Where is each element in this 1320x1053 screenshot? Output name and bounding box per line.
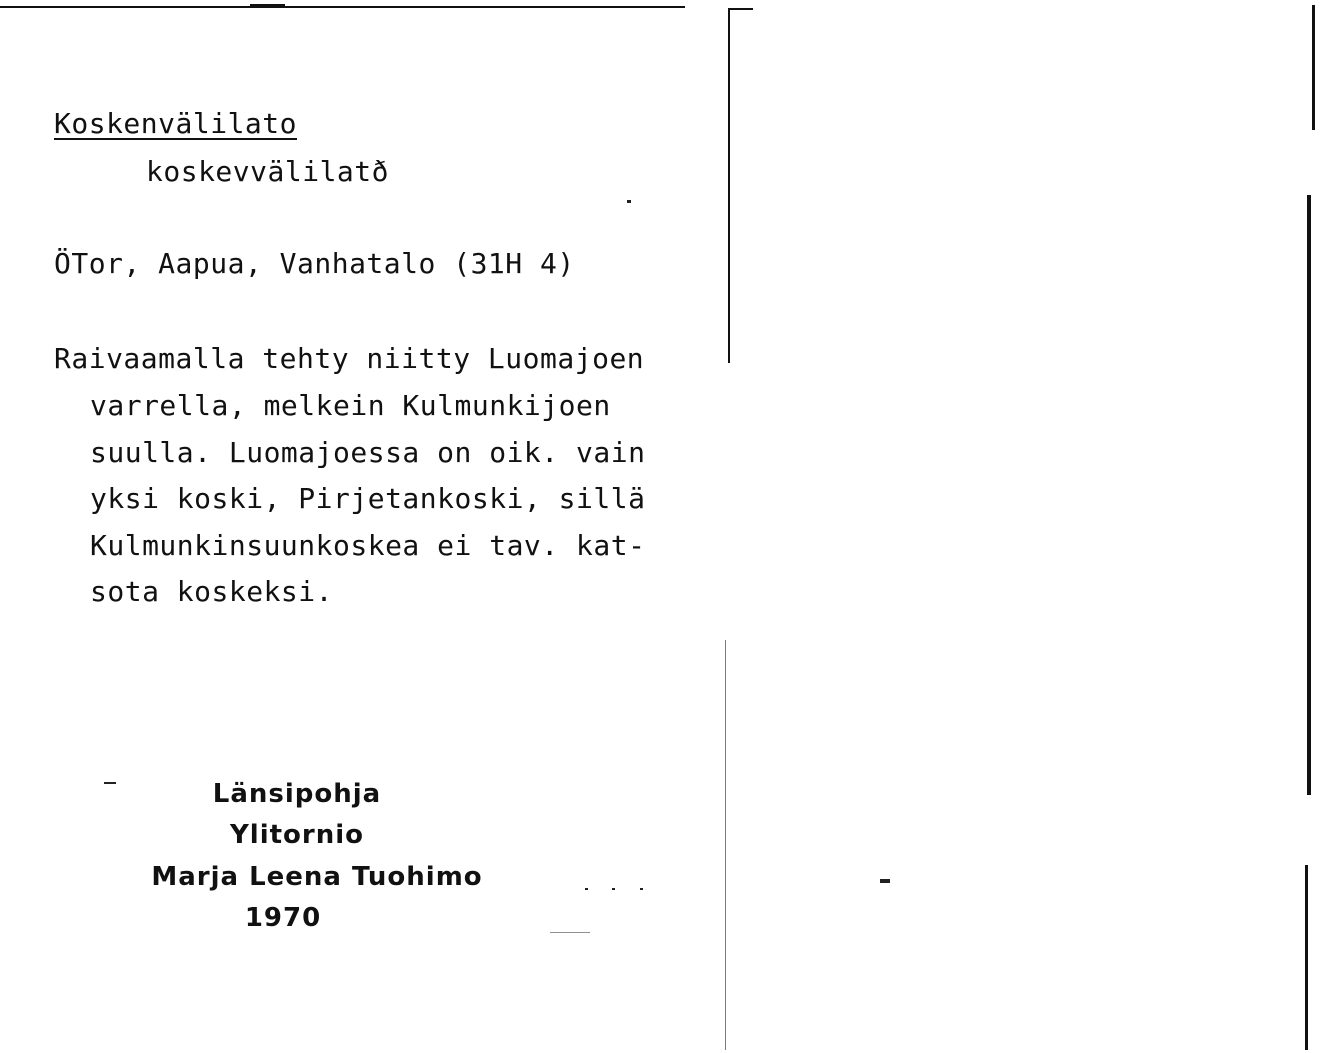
center-divider-lower xyxy=(725,640,726,1050)
speck xyxy=(585,888,588,890)
stamp-parish: Ylitornio xyxy=(229,820,365,850)
stamp-region: Länsipohja xyxy=(212,779,382,809)
top-edge-line xyxy=(0,6,685,8)
description-line: varrella, melkein Kulmunkijoen xyxy=(90,389,611,422)
right-edge-line-top xyxy=(1312,5,1315,130)
description-line: Raivaamalla tehty niitty Luomajoen xyxy=(54,342,645,375)
top-edge-line-thick xyxy=(250,4,285,7)
stamp-year: 1970 xyxy=(244,903,322,933)
pronunciation: koskevvälilatð xyxy=(146,155,390,188)
location-line: ÖTor, Aapua, Vanhatalo (31H 4) xyxy=(54,247,575,280)
description-line: yksi koski, Pirjetankoski, sillä xyxy=(90,482,646,515)
speck xyxy=(550,932,590,933)
speck xyxy=(880,879,890,883)
description-line: sota koskeksi. xyxy=(90,575,334,608)
speck xyxy=(640,888,643,890)
stamp-collector: Marja Leena Tuohimo xyxy=(151,862,483,892)
center-divider-tick xyxy=(728,8,753,10)
center-divider-line xyxy=(728,8,730,363)
speck xyxy=(627,200,631,203)
right-edge-line-mid xyxy=(1307,195,1311,795)
description-line: suulla. Luomajoessa on oik. vain xyxy=(90,436,646,469)
headword: Koskenvälilato xyxy=(54,107,298,140)
right-edge-line-bottom xyxy=(1305,865,1308,1050)
speck xyxy=(612,888,615,890)
description-line: Kulmunkinsuunkoskea ei tav. kat- xyxy=(90,529,646,562)
